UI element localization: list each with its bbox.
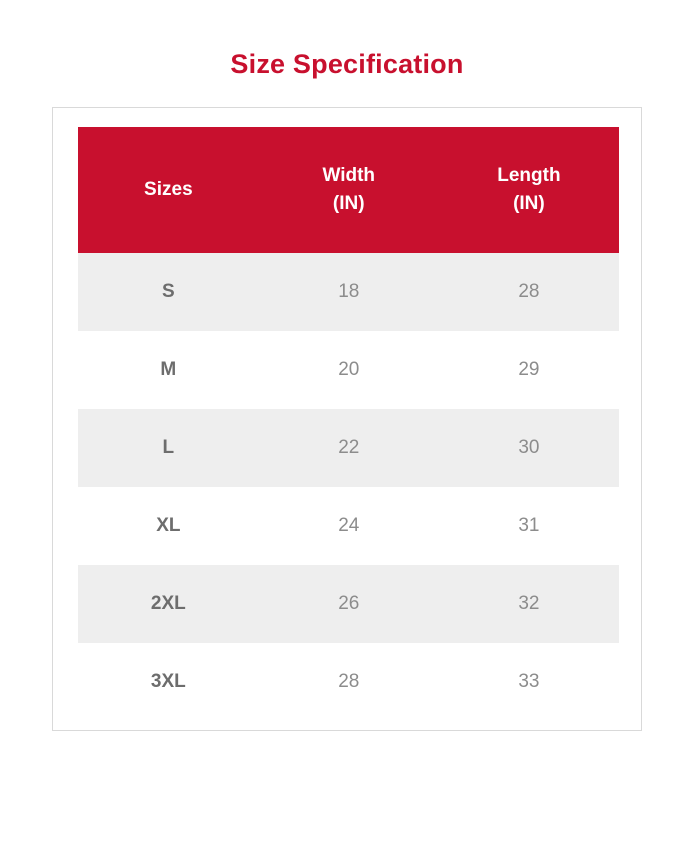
cell-length: 28	[439, 253, 619, 331]
cell-size: S	[78, 253, 259, 331]
column-header-length	[439, 127, 619, 253]
column-header-width-label: Width	[322, 165, 376, 187]
cell-length: 30	[439, 409, 619, 487]
column-header-sizes-label: Sizes	[144, 179, 193, 201]
cell-length: 33	[439, 643, 619, 721]
cell-size: M	[78, 331, 259, 409]
table-row	[78, 409, 619, 487]
table-body	[78, 253, 619, 721]
cell-width: 18	[259, 253, 439, 331]
table-row	[78, 487, 619, 565]
table-header-row	[78, 127, 619, 253]
cell-width: 24	[259, 487, 439, 565]
table-row	[78, 331, 619, 409]
cell-length: 31	[439, 487, 619, 565]
size-specification-table	[78, 127, 619, 721]
column-header-width	[259, 127, 439, 253]
cell-size: 3XL	[78, 643, 259, 721]
cell-size: XL	[78, 487, 259, 565]
column-header-width-unit: (IN)	[332, 193, 365, 214]
table-row	[78, 565, 619, 643]
cell-length: 32	[439, 565, 619, 643]
column-header-sizes	[78, 127, 259, 253]
cell-length: 29	[439, 331, 619, 409]
table-row	[78, 253, 619, 331]
column-header-length-label: Length	[497, 165, 561, 187]
cell-size: L	[78, 409, 259, 487]
cell-width: 22	[259, 409, 439, 487]
cell-width: 28	[259, 643, 439, 721]
size-table-frame	[52, 107, 642, 731]
cell-size: 2XL	[78, 565, 259, 643]
page-title: Size Specification	[230, 49, 464, 79]
table-row	[78, 643, 619, 721]
cell-width: 26	[259, 565, 439, 643]
cell-width: 20	[259, 331, 439, 409]
table-header	[78, 127, 619, 253]
column-header-length-unit: (IN)	[513, 193, 545, 214]
